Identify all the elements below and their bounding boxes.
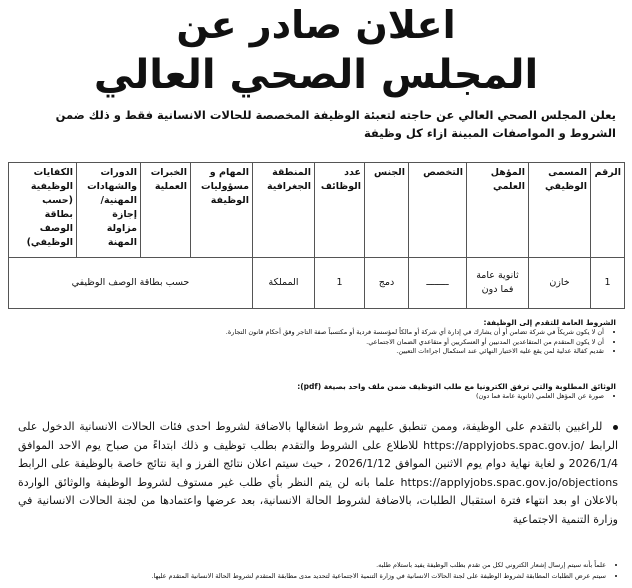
- header-region: المنطقة الجغرافية: [253, 163, 315, 258]
- intro-paragraph: يعلن المجلس الصحي العالي عن حاجته لتعبئة الوظيفة المخصصة للحالات الانسانية فقط و ذلك ضمن الشروط و المواصفات المبينة ازاء كل وظيفة: [55, 108, 616, 140]
- cell-region: المملكة: [253, 258, 315, 309]
- list-item: • سيتم عرض الطلبات المطابقة لشروط الوظيفة على لجنة الحالات الانسانية في وزارة التنمية الاجتماعية لتحديد مدى مطابقة المتقدم لشروط الحالة الانسانية المتقدم عليها.: [6, 571, 606, 582]
- documents-list: [8, 392, 614, 402]
- application-paragraph: [18, 418, 618, 530]
- body-text-5: علما بانه لن يتم النظر بأي طلب غير مستوف لشروط الوظيفة والوثائق الواردة بالاعلان او بعد انتهاء فترة استقبال الطلبات، بالاضافة لشروط الحالة الانسانية، بعد عرضها واعتمادها من لجنة الحالات الانسانية في وزارة التنمية الاجتماعية: [18, 475, 618, 526]
- body-text-1: للراغبين بالتقدم على الوظيفة، وممن تنطبق عليهم شروط اشغالها بالاضافة لشروط احدى فئات الحالات الانسانية الدخول على الرابط: [18, 420, 619, 452]
- cell-gender: دمج: [365, 258, 409, 309]
- header-competencies: الكفايات الوظيفية (حسب بطاقة الوصف الوظيفي): [9, 163, 77, 258]
- header-duties: المهام و مسؤوليات الوظيفة: [191, 163, 253, 258]
- list-item: • علماً بأنه سيتم إرسال إشعار الكتروني لكل من تقدم بطلب الوظيفة يفيد باستلام طلبه.: [6, 560, 606, 571]
- start-date: 2026/1/4: [568, 457, 618, 471]
- header-experience: الخبرات العملية: [141, 163, 191, 258]
- cell-qualification: ثانوية عامة فما دون: [467, 258, 529, 309]
- table-header-row: [9, 163, 625, 258]
- announcement-title: اعلان صادر عن: [176, 3, 456, 47]
- header-qualification: المؤهل العلمي: [467, 163, 529, 258]
- conditions-list: [8, 328, 614, 357]
- body-text-2: للاطلاع على الشروط والتقدم بطلب توظيف و ذلك ابتداءً من صباح يوم الاحد الموافق: [18, 438, 419, 452]
- bullet-icon: [613, 425, 618, 430]
- header-specialty: التخصص: [409, 163, 467, 258]
- header-number: الرقم: [591, 163, 625, 258]
- conditions-title: الشروط العامة للتقدم إلى الوظيفة:: [483, 318, 616, 327]
- list-item: • تقديم كفالة عدلية لمن يقع عليه الاختيار النهائي عند استكمال اجراءات التعيين.: [8, 347, 604, 357]
- end-date: 2026/1/12: [334, 457, 392, 471]
- cell-specialty: ــــــــ: [409, 258, 467, 309]
- jobs-table: [8, 162, 625, 309]
- list-item: • أن لا يكون المتقدم من المتقاعدين المدنيين أو العسكريين أو متقاعدي الضمان الاجتماعي.: [8, 338, 604, 348]
- list-item: • أن لا يكون شريكاً في شركة تضامن أو أن يشارك في إدارة أي شركة أو مالكاً لمؤسسة فردية أو مكتسباً صفة التاجر وفق أحكام قانون التجارة.: [8, 328, 604, 338]
- apply-link[interactable]: https://applyjobs.spac.gov.jo/: [423, 438, 585, 452]
- body-text-4: ، حيث سيتم اعلان نتائج الفرز و اية نتائج خاصة بالوظيفة على الرابط: [18, 457, 331, 471]
- header-job-title: المسمى الوظيفي: [529, 163, 591, 258]
- cell-count: 1: [315, 258, 365, 309]
- cell-merged-description: حسب بطاقة الوصف الوظيفي: [9, 258, 253, 309]
- footer-notes: [6, 560, 616, 582]
- header-count: عدد الوظائف: [315, 163, 365, 258]
- header-gender: الجنس: [365, 163, 409, 258]
- documents-title: الوثائق المطلوبة والتي ترفق الكترونيا مع طلب التوظيف ضمن ملف واحد بصيغة (pdf):: [297, 382, 616, 391]
- objections-link[interactable]: https://applyjobs.spac.gov.jo/objections: [400, 475, 618, 489]
- table-row: [9, 258, 625, 309]
- cell-job-title: خازن: [529, 258, 591, 309]
- list-item: • صورة عن المؤهل العلمي (ثانوية عامة فما دون): [8, 392, 604, 402]
- header-courses: الدورات والشهادات المهنية/إجازة مزاولة المهنة: [77, 163, 141, 258]
- council-title: المجلس الصحي العالي: [93, 52, 539, 98]
- body-text-3: و لغاية نهاية دوام يوم الاثنين الموافق: [395, 457, 565, 471]
- cell-number: 1: [591, 258, 625, 309]
